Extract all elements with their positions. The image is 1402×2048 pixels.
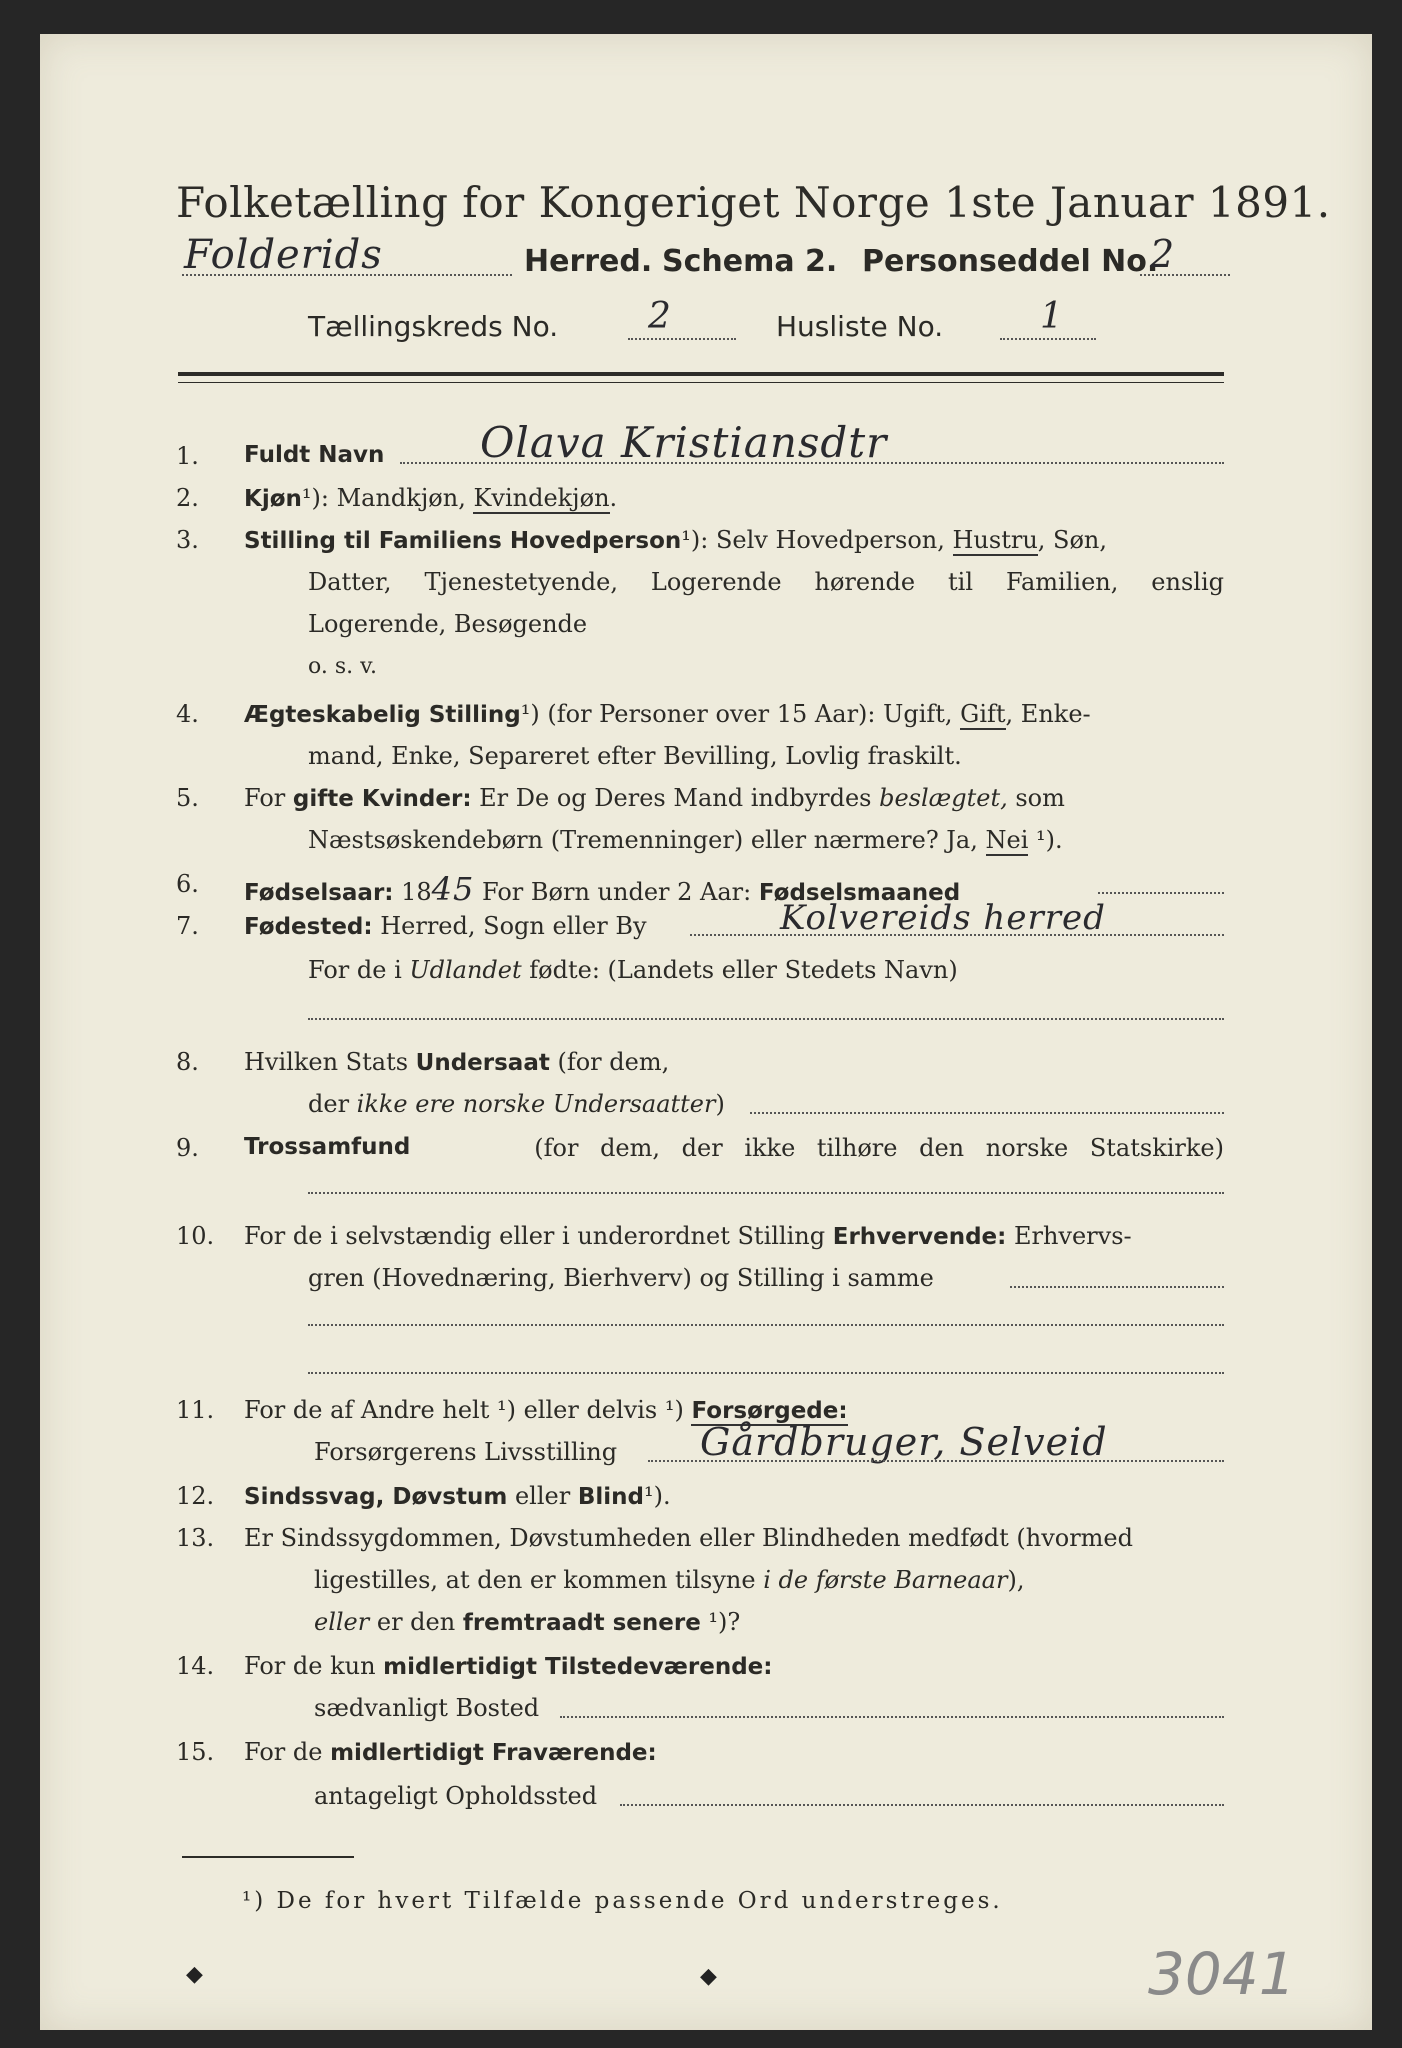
item-7-dots — [690, 934, 1224, 936]
item-6-label2: Fødselsmaaned — [758, 880, 961, 906]
personseddel-label: Personseddel No. — [862, 244, 1159, 279]
item-6-text: For Børn under 2 Aar: — [474, 878, 759, 906]
item-1-number: 1. — [176, 442, 199, 470]
item-1-dots — [400, 462, 1224, 464]
item-11-line2: Forsørgerens Livsstilling — [314, 1438, 618, 1466]
hustru-underlined: Hustru — [952, 526, 1038, 554]
item-3-line2: Datter, Tjenestetyende, Logerende hørende til Familien, enslig — [308, 568, 1224, 596]
item-8-pre: Hvilken Stats — [244, 1048, 416, 1076]
item-11-number: 11. — [176, 1396, 215, 1424]
item-7-line2b: fødte: (Landets eller Stedets Navn) — [521, 956, 958, 984]
item-11-label: Forsørgede: — [691, 1398, 848, 1424]
item-4-label: Ægteskabelig Stilling — [244, 702, 521, 728]
item-14-pre: For de kun — [244, 1652, 384, 1680]
nei-underlined: Nei — [985, 826, 1029, 854]
margin-mark-left: ◆ — [186, 1962, 203, 1987]
birthplace-handwriting: Kolvereids herred — [780, 898, 1106, 938]
item-13-line1: Er Sindssygdommen, Døvstumheden eller Blindheden medfødt (hvormed — [244, 1524, 1133, 1552]
item-10-line2: gren (Hovednæring, Bierhverv) og Stilling i samme — [308, 1264, 934, 1292]
item-4-line2: mand, Enke, Separeret efter Bevilling, Lovlig fraskilt. — [308, 742, 962, 770]
taellingskreds-number: 2 — [648, 296, 672, 337]
item-9-text: (for dem, der ikke tilhøre den norske Statskirke) — [534, 1134, 1224, 1162]
item-3-line4: o. s. v. — [308, 654, 377, 679]
item-14-dots — [560, 1716, 1224, 1718]
item-9-dots — [308, 1192, 1224, 1194]
item-3-text: ¹): Selv Hovedperson, — [681, 526, 953, 554]
item-13-line3b: ¹)? — [700, 1608, 741, 1636]
header-rule-thin — [178, 382, 1224, 383]
item-15-line2: antageligt Opholdssted — [314, 1782, 598, 1810]
form-title: Folketælling for Kongeriget Norge 1ste Januar 1891. — [176, 178, 1331, 227]
item-7-line2a: For de i — [308, 956, 410, 984]
herred-dots — [182, 274, 512, 276]
footnote: ¹) De for hvert Tilfælde passende Ord understreges. — [242, 1888, 1003, 1914]
item-9-label: Trossamfund — [244, 1134, 411, 1160]
item-6-number: 6. — [176, 870, 199, 898]
item-7-line2i: Udlandet — [409, 956, 522, 984]
item-10-dots-2 — [308, 1324, 1224, 1326]
schema-label: Schema 2. — [662, 244, 838, 279]
item-9-number: 9. — [176, 1134, 199, 1162]
item-2-sup: ¹ — [301, 484, 312, 512]
item-13-label: fremtraadt senere — [462, 1610, 701, 1636]
header-rule — [178, 372, 1224, 376]
item-15-pre: For de — [244, 1738, 331, 1766]
item-3-end: , Søn, — [1037, 526, 1108, 554]
item-6-label: Fødselsaar: — [244, 880, 394, 906]
item-12-end: ¹). — [643, 1482, 671, 1510]
item-12-number: 12. — [176, 1482, 215, 1510]
item-13-line2b: ), — [1007, 1566, 1025, 1594]
item-11-pre: For de af Andre helt ¹) eller delvis ¹) — [244, 1396, 692, 1424]
item-2-label: Kjøn — [244, 486, 302, 512]
item-8-line2a: der — [308, 1090, 357, 1118]
item-10-text: Erhvervs- — [1006, 1222, 1132, 1250]
personseddel-dots — [1140, 274, 1230, 276]
item-7-label: Fødested: — [244, 914, 373, 940]
gift-underlined: Gift — [960, 700, 1006, 728]
margin-mark-center: ◆ — [700, 1964, 717, 1989]
item-7-text: Herred, Sogn eller By — [372, 912, 647, 940]
provider-occupation-handwriting: Gårdbruger, Selveid — [700, 1420, 1108, 1464]
item-13-number: 13. — [176, 1524, 215, 1552]
item-15-label: midlertidigt Fraværende: — [330, 1740, 657, 1766]
item-13-line2a: ligestilles, at den er kommen tilsyne — [314, 1566, 764, 1594]
herred-label: Herred. — [524, 244, 653, 279]
item-8-dots — [750, 1112, 1224, 1114]
personseddel-number: 2 — [1150, 232, 1176, 276]
pencil-page-number: 3041 — [1148, 1940, 1296, 2008]
item-12-mid: eller — [507, 1482, 578, 1510]
item-5-italic: beslægtet, — [879, 784, 1008, 812]
item-10-pre: For de i selvstændig eller i underordnet Stilling — [244, 1222, 833, 1250]
taellingskreds-label: Tællingskreds No. — [308, 310, 559, 343]
item-3-label: Stilling til Familiens Hovedperson — [244, 528, 682, 554]
birth-year-handwriting: 45 — [431, 870, 475, 908]
item-2-number: 2. — [176, 484, 199, 512]
item-11-dots — [648, 1460, 1224, 1462]
item-7-number: 7. — [176, 912, 199, 940]
item-12-label2: Blind — [577, 1484, 644, 1510]
item-14-line2: sædvanligt Bosted — [314, 1694, 540, 1722]
item-14-label: midlertidigt Tilstedeværende: — [383, 1654, 773, 1680]
item-6-pre: 18 — [393, 878, 432, 906]
item-8-line2i: ikke ere norske Undersaatter — [356, 1090, 716, 1118]
item-7-dots-2 — [308, 1018, 1224, 1020]
item-5-text: Er De og Deres Mand indbyrdes — [471, 784, 880, 812]
item-2-text: ): Mandkjøn, — [311, 484, 474, 512]
husliste-number: 1 — [1040, 296, 1064, 337]
item-13-line2i: i de første Barneaar — [763, 1566, 1008, 1594]
item-8-line2b: ) — [715, 1090, 725, 1118]
item-3-line3: Logerende, Besøgende — [308, 610, 588, 638]
item-1-label: Fuldt Navn — [244, 442, 385, 468]
item-4-text: ¹) (for Personer over 15 Aar): Ugift, — [520, 700, 961, 728]
herred-handwriting: Folderids — [184, 232, 383, 278]
item-10-dots — [1010, 1286, 1224, 1288]
item-15-number: 15. — [176, 1738, 215, 1766]
item-13-line3i: eller — [314, 1608, 370, 1636]
husliste-label: Husliste No. — [776, 310, 944, 343]
item-13-line3a: er den — [369, 1608, 463, 1636]
item-12-label: Sindssvag, Døvstum — [244, 1484, 508, 1510]
item-5-end: som — [1007, 784, 1065, 812]
item-10-dots-3 — [308, 1372, 1224, 1374]
item-8-text: (for dem, — [549, 1048, 670, 1076]
item-8-label: Undersaat — [415, 1050, 550, 1076]
item-5-label: gifte Kvinder: — [292, 786, 472, 812]
item-4-number: 4. — [176, 700, 199, 728]
taellingskreds-dots — [628, 338, 736, 340]
item-10-label: Erhvervende: — [832, 1224, 1007, 1250]
kvindekjon-underlined: Kvindekjøn — [473, 484, 610, 512]
item-5-line2: Næstsøskendebørn (Tremenninger) eller nærmere? Ja, — [308, 826, 986, 854]
item-5-number: 5. — [176, 784, 199, 812]
item-5-line2-end: ¹). — [1028, 826, 1063, 854]
item-15-dots — [620, 1804, 1224, 1806]
item-8-number: 8. — [176, 1048, 199, 1076]
item-4-end: , Enke- — [1005, 700, 1091, 728]
item-14-number: 14. — [176, 1652, 215, 1680]
full-name-handwriting: Olava Kristiansdtr — [480, 418, 888, 467]
item-2-end: . — [609, 484, 618, 512]
item-3-number: 3. — [176, 526, 199, 554]
item-5-pre: For — [244, 784, 293, 812]
item-6-dots — [1098, 892, 1224, 894]
item-10-number: 10. — [176, 1222, 215, 1250]
husliste-dots — [1000, 338, 1096, 340]
footnote-rule — [182, 1856, 354, 1858]
